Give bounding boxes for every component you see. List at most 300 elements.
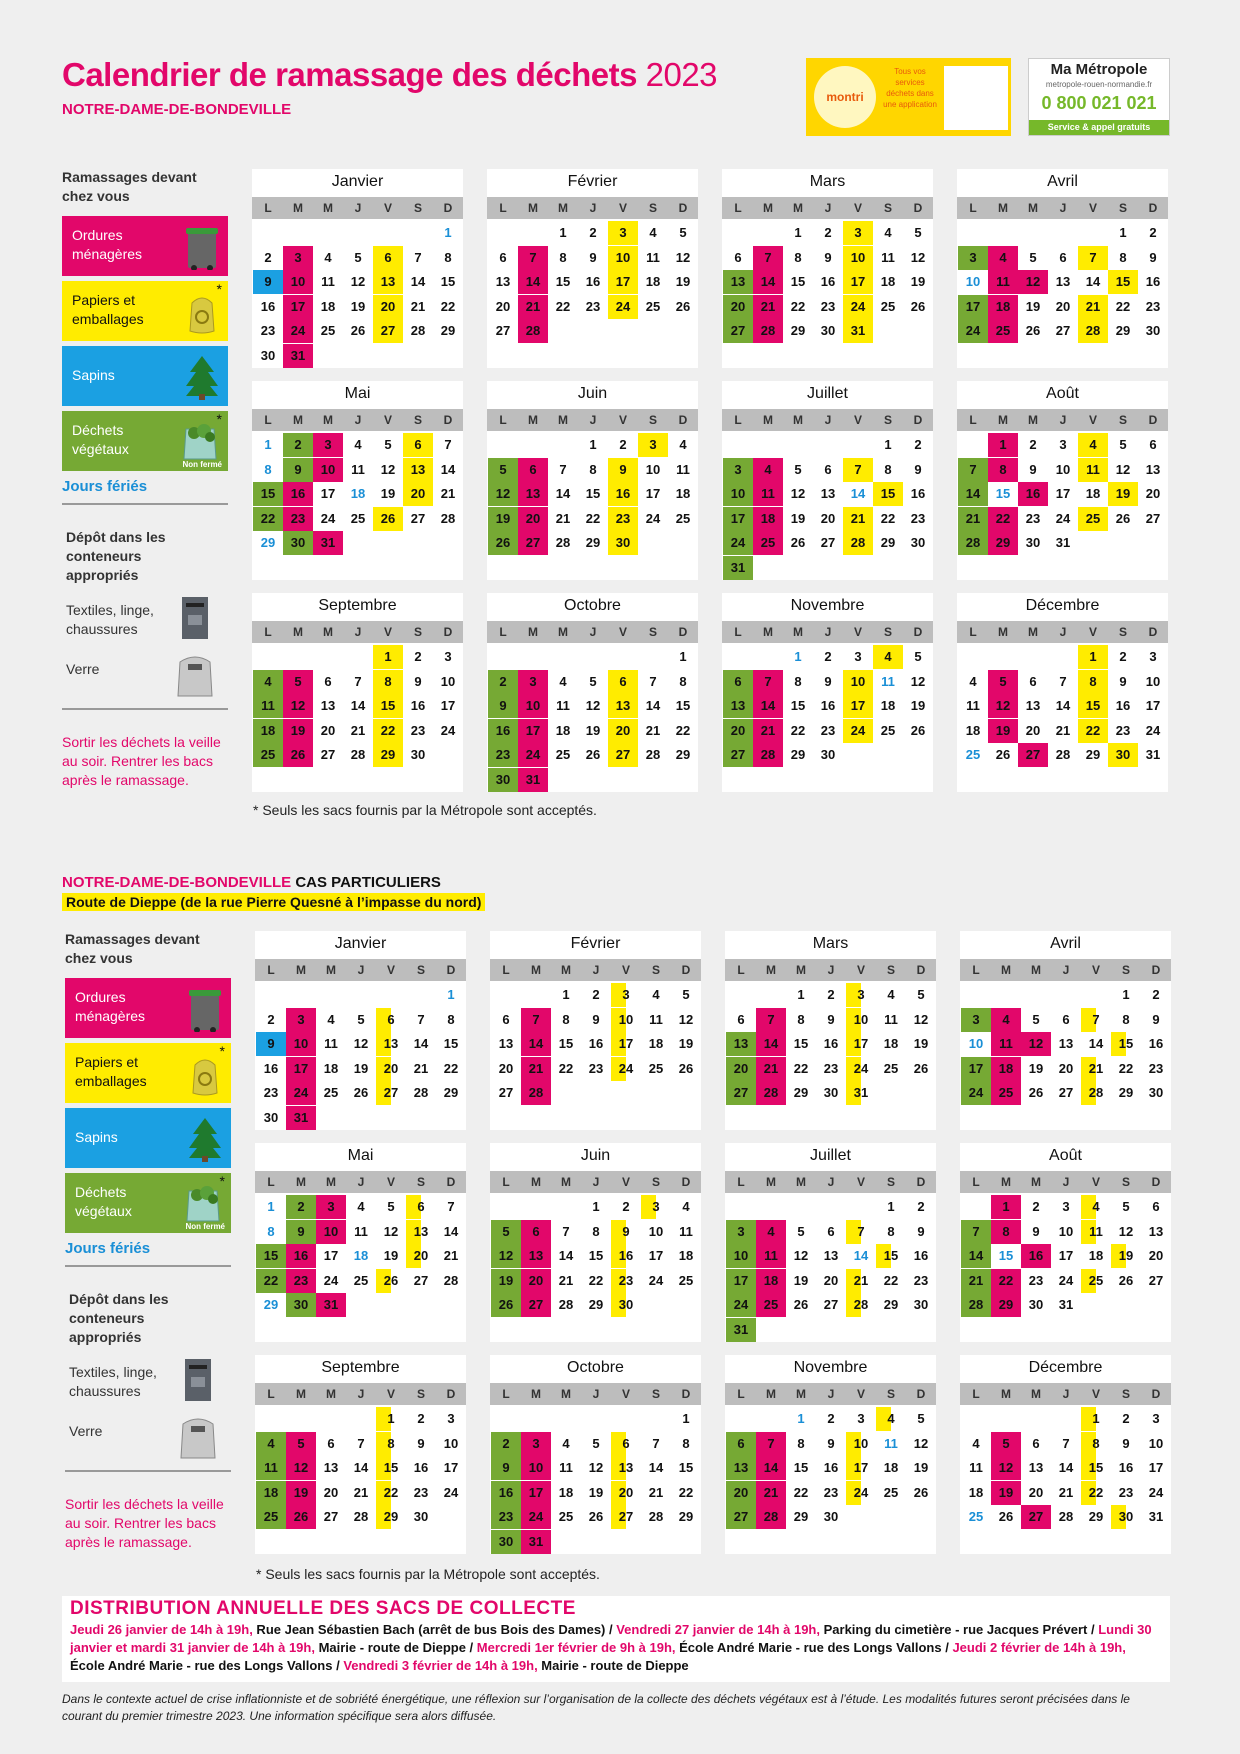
day-cell: 18 (645, 274, 661, 289)
day-cell: 10 (723, 482, 753, 506)
day-cell: 1 (794, 225, 802, 240)
day-cell: 29 (991, 1293, 1021, 1317)
day-cell: 13 (376, 1032, 406, 1056)
day-cell: 27 (1148, 1272, 1164, 1288)
day-cell: 16 (410, 698, 426, 713)
day-cell: 14 (753, 270, 783, 294)
weekday-header (487, 621, 698, 643)
day-cell: 3 (518, 670, 548, 694)
weekday-label: S (416, 963, 425, 977)
day-cell: 1 (794, 649, 802, 664)
day-cell: 30 (823, 1085, 839, 1100)
day-cell: 2 (1119, 649, 1127, 664)
weekday-header (957, 197, 1168, 219)
day-cell: 28 (961, 1293, 991, 1317)
weekday-label: D (681, 963, 691, 977)
day-cell: 30 (608, 531, 638, 555)
day-cell: 16 (1115, 698, 1131, 713)
day-cell: 16 (413, 1460, 429, 1475)
day-cell: 9 (917, 1223, 925, 1239)
day-cell: 19 (286, 1481, 316, 1505)
legend-holidays: Jours fériés (62, 478, 148, 495)
day-cell: 11 (753, 482, 783, 506)
day-cell: 4 (753, 458, 783, 482)
day-cell: 6 (726, 1432, 756, 1456)
day-cell: 28 (753, 743, 783, 767)
day-cell: 13 (1028, 1460, 1044, 1475)
day-cell: 20 (406, 1244, 436, 1268)
day-cell: 28 (843, 531, 873, 555)
day-cell: 27 (726, 1081, 756, 1105)
day-cell: 4 (682, 1199, 690, 1214)
day-cell: 21 (1055, 722, 1071, 738)
day-cell: 23 (1115, 722, 1131, 738)
day-cell: 20 (1145, 486, 1161, 501)
day-cell: 18 (323, 1060, 339, 1076)
day-cell: 7 (414, 249, 422, 265)
legend-sub: Non fermé (185, 1222, 225, 1231)
weekday-header (252, 621, 463, 643)
legend-label: Déchets végétaux (75, 1184, 132, 1219)
day-cell: 22 (256, 1269, 286, 1293)
month-name: Septembre (321, 1359, 400, 1376)
day-cell: 3 (313, 433, 343, 457)
weekday-label: M (796, 1387, 806, 1401)
day-cell: 20 (518, 507, 548, 531)
weekday-label: L (499, 625, 507, 639)
qr-code-icon (944, 66, 1008, 130)
day-cell: 8 (884, 461, 892, 477)
day-cell: 14 (1055, 698, 1071, 713)
day-cell: 28 (350, 747, 366, 762)
day-cell: 17 (846, 1032, 876, 1056)
day-cell: 13 (403, 458, 433, 482)
day-cell: 30 (413, 1509, 429, 1524)
day-cell: 21 (843, 507, 873, 531)
day-cell: 3 (521, 1432, 551, 1456)
day-cell: 12 (1018, 270, 1048, 294)
day-cell: 18 (988, 295, 1018, 319)
day-cell: 25 (558, 1509, 574, 1524)
weekday-label: L (267, 963, 275, 977)
day-cell: 15 (793, 1036, 809, 1051)
day-cell: 5 (917, 1411, 925, 1426)
day-cell: 28 (443, 1272, 459, 1288)
day-cell: 9 (488, 694, 518, 718)
day-cell: 7 (444, 437, 452, 452)
day-cell: 25 (1078, 507, 1108, 531)
day-cell: 11 (559, 1460, 573, 1475)
day-cell: 18 (883, 1460, 899, 1475)
day-cell: 13 (723, 694, 753, 718)
day-cell: 12 (491, 1244, 521, 1268)
day-cell: 19 (1028, 1060, 1044, 1076)
day-cell: 8 (559, 249, 567, 265)
day-cell: 3 (843, 221, 873, 245)
day-cell: 26 (353, 1085, 369, 1100)
day-cell: 7 (753, 246, 783, 270)
day-cell: 30 (1025, 535, 1041, 550)
day-cell: 3 (958, 246, 988, 270)
day-cell: 16 (910, 486, 926, 501)
month-mars (725, 931, 936, 1130)
weekday-label: V (618, 625, 627, 639)
weekday-header (487, 409, 698, 431)
month-name: Mai (347, 1147, 374, 1164)
weekday-label: S (648, 201, 657, 215)
day-cell: 7 (753, 670, 783, 694)
day-cell: 31 (726, 1318, 756, 1342)
day-cell: 23 (410, 722, 426, 738)
day-cell: 6 (1059, 249, 1067, 265)
day-cell: 5 (914, 649, 922, 664)
day-cell: 15 (555, 274, 571, 289)
day-cell: 13 (726, 1456, 756, 1480)
day-cell: 3 (726, 1220, 756, 1244)
weekday-label: S (416, 1175, 425, 1189)
weekday-label: D (916, 963, 926, 977)
day-cell: 30 (263, 1109, 279, 1125)
weekday-label: M (531, 1387, 541, 1401)
day-cell: 3 (1062, 1199, 1070, 1214)
day-cell: 6 (1152, 1199, 1160, 1214)
day-cell: 18 (253, 719, 283, 743)
weekday-label: J (827, 1175, 835, 1189)
day-cell: 6 (1062, 1011, 1070, 1027)
weekday-label: D (913, 201, 923, 215)
day-cell: 31 (843, 319, 873, 343)
weekday-label: L (499, 413, 507, 427)
day-cell: 7 (1062, 1435, 1070, 1451)
day-cell: 26 (585, 747, 601, 762)
day-cell: 16 (823, 1036, 839, 1051)
weekday-label: J (592, 963, 600, 977)
montri-banner[interactable] (806, 58, 1011, 136)
fir-tree-icon (184, 354, 220, 405)
day-cell: 21 (645, 722, 661, 738)
day-cell: 9 (1032, 1223, 1040, 1239)
day-cell: 3 (447, 1411, 455, 1426)
day-cell: 11 (354, 1223, 368, 1239)
day-cell: 23 (913, 1272, 929, 1288)
divider (65, 1265, 231, 1267)
weekday-label: J (1059, 201, 1067, 215)
day-cell: 18 (1085, 486, 1101, 501)
day-cell: 28 (1058, 1509, 1074, 1524)
day-cell: 27 (726, 1505, 756, 1529)
day-cell: 25 (323, 1085, 339, 1100)
day-cell: 28 (645, 747, 661, 762)
day-cell: 6 (723, 670, 753, 694)
weekday-label: L (737, 1387, 745, 1401)
day-cell: 21 (518, 295, 548, 319)
weekday-label: D (1151, 1175, 1161, 1189)
legend-heading: Ramassages devant chez vous (62, 169, 197, 204)
weekday-label: S (1118, 201, 1127, 215)
day-cell: 26 (488, 531, 518, 555)
day-cell: 4 (354, 437, 362, 452)
day-cell: 25 (350, 510, 366, 526)
day-cell: 28 (756, 1081, 786, 1105)
weekday-header (255, 1383, 466, 1405)
day-cell: 12 (675, 249, 691, 265)
month-avril (960, 931, 1171, 1130)
day-cell: 1 (264, 437, 272, 452)
glass-container-icon (177, 1414, 219, 1465)
weekday-label: M (796, 1175, 806, 1189)
day-cell: 18 (753, 507, 783, 531)
day-cell: 23 (283, 507, 313, 531)
weekday-label: D (678, 201, 688, 215)
day-cell: 17 (645, 486, 661, 501)
day-cell: 14 (353, 1460, 369, 1475)
day-cell: 13 (373, 270, 403, 294)
day-cell: 19 (988, 719, 1018, 743)
day-cell: 19 (350, 298, 366, 314)
day-cell: 8 (592, 1223, 600, 1239)
weekday-label: M (561, 1387, 571, 1401)
day-cell: 29 (1088, 1509, 1104, 1524)
day-cell: 19 (991, 1481, 1021, 1505)
day-cell: 19 (910, 274, 926, 289)
weekday-label: D (681, 1387, 691, 1401)
day-cell: 13 (1025, 698, 1041, 713)
day-cell: 1 (562, 987, 570, 1002)
day-cell: 12 (283, 694, 313, 718)
weekday-label: D (446, 963, 456, 977)
day-cell: 17 (521, 1481, 551, 1505)
day-cell: 5 (797, 1223, 805, 1239)
legend-heading: Ramassages devant chez vous (65, 931, 200, 966)
legend-item-2 (65, 1108, 231, 1168)
day-cell: 21 (1078, 295, 1108, 319)
day-cell: 12 (588, 1460, 604, 1475)
day-cell: 7 (756, 1432, 786, 1456)
day-cell: 15 (1108, 270, 1138, 294)
weekday-label: D (916, 1387, 926, 1401)
day-cell: 24 (323, 1272, 339, 1288)
weekday-label: M (796, 963, 806, 977)
day-cell: 7 (756, 1008, 786, 1032)
day-cell: 30 (1148, 1085, 1164, 1100)
day-cell: 17 (843, 270, 873, 294)
day-cell: 2 (827, 987, 835, 1002)
day-cell: 16 (820, 698, 836, 713)
day-cell: 13 (495, 274, 511, 289)
day-cell: 1 (884, 437, 892, 452)
weekday-header (490, 1171, 701, 1193)
weekday-label: J (1062, 1387, 1070, 1401)
month-juillet (725, 1143, 936, 1342)
day-cell: 24 (961, 1081, 991, 1105)
day-cell: 5 (1032, 1011, 1040, 1027)
day-cell: 15 (376, 1456, 406, 1480)
day-cell: 21 (1058, 1484, 1074, 1500)
day-cell: 29 (1118, 1085, 1134, 1100)
legend-label: Papiers et emballages (72, 292, 144, 327)
day-cell: 16 (608, 482, 638, 506)
day-cell: 15 (995, 486, 1011, 501)
weekday-label: S (1121, 963, 1130, 977)
day-cell: 9 (491, 1456, 521, 1480)
day-cell: 16 (1145, 274, 1161, 289)
day-cell: 12 (988, 694, 1018, 718)
day-cell: 6 (608, 670, 638, 694)
weekday-label: M (293, 201, 303, 215)
day-cell: 26 (998, 1509, 1014, 1524)
distribution-place: Mairie - route de Dieppe / (314, 1640, 477, 1655)
metropole-phone[interactable]: 0 800 021 021 (1041, 93, 1157, 113)
day-cell: 8 (988, 458, 1018, 482)
day-cell: 23 (1025, 510, 1041, 526)
distribution-date: Lundi 30 janvier et mardi 31 janvier de 14h à 19h, (70, 1622, 1152, 1655)
textile-container-icon (180, 595, 210, 646)
day-cell: 5 (357, 1011, 365, 1027)
month-name: Février (567, 173, 618, 190)
day-cell: 23 (1145, 298, 1161, 314)
day-cell: 21 (846, 1269, 876, 1293)
day-cell: 28 (555, 535, 571, 550)
month-août (957, 381, 1168, 580)
day-cell: 26 (913, 1060, 929, 1076)
day-cell: 26 (1025, 323, 1041, 338)
verre-label: Verre (69, 1423, 103, 1439)
day-cell: 28 (753, 319, 783, 343)
weekday-header (255, 1171, 466, 1193)
textiles-label: Textiles, linge, chaussures (69, 1364, 157, 1399)
day-cell: 3 (723, 458, 753, 482)
section2-title: NOTRE-DAME-DE-BONDEVILLE CAS PARTICULIERS (62, 874, 441, 891)
day-cell: 27 (1018, 743, 1048, 767)
day-cell: 30 (260, 347, 276, 363)
day-cell: 18 (256, 1481, 286, 1505)
month-mai (252, 381, 463, 580)
day-cell: 23 (823, 1484, 839, 1500)
day-cell: 2 (267, 1011, 275, 1027)
reminder-text: Sortir les déchets la veille au soir. Rentrer les bacs après le ramassage. (62, 734, 221, 788)
weekday-label: S (886, 1387, 895, 1401)
day-cell: 7 (652, 1435, 660, 1451)
day-cell: 8 (887, 1223, 895, 1239)
distribution-text (70, 1621, 1162, 1675)
day-cell: 10 (443, 1435, 459, 1451)
weekday-label: V (383, 201, 392, 215)
day-cell: 24 (320, 510, 336, 526)
day-cell: 26 (1118, 1272, 1134, 1288)
month-novembre (725, 1355, 936, 1554)
divider (62, 708, 228, 710)
distribution-title: DISTRIBUTION ANNUELLE DES SACS DE COLLECTE (70, 1598, 576, 1619)
day-cell: 4 (324, 249, 332, 265)
month-name: Août (1049, 1147, 1082, 1164)
day-cell: 17 (958, 295, 988, 319)
day-cell: 23 (488, 743, 518, 767)
weekday-label: V (621, 1175, 630, 1189)
weekday-header (725, 1171, 936, 1193)
day-cell: 28 (648, 1509, 664, 1524)
weekday-label: S (1118, 413, 1127, 427)
month-name: Juin (577, 385, 608, 402)
day-cell: 8 (679, 673, 687, 689)
day-cell: 29 (678, 1509, 694, 1524)
weekday-label: M (998, 201, 1008, 215)
footnote-2: * Seuls les sacs fournis par la Métropole sont acceptés. (256, 1566, 600, 1582)
month-avril (957, 169, 1168, 368)
day-cell: 18 (965, 722, 981, 738)
day-cell: 15 (373, 694, 403, 718)
day-cell: 3 (846, 983, 876, 1007)
day-cell: 11 (649, 1011, 663, 1027)
day-cell: 30 (611, 1293, 641, 1317)
day-cell: 22 (793, 1484, 809, 1500)
day-cell: 14 (413, 1036, 429, 1051)
day-cell: 23 (585, 298, 601, 314)
day-cell: 16 (1118, 1460, 1134, 1475)
day-cell: 5 (387, 1199, 395, 1214)
day-cell: 10 (648, 1223, 664, 1239)
day-cell: 6 (403, 433, 433, 457)
weekday-label: M (998, 413, 1008, 427)
day-cell: 6 (502, 1011, 510, 1027)
day-cell: 8 (797, 1435, 805, 1451)
day-cell: 26 (910, 722, 926, 738)
textiles-label: Textiles, linge, chaussures (66, 602, 154, 637)
day-cell: 2 (1149, 225, 1157, 240)
day-cell: 31 (283, 344, 313, 368)
trash-bin-icon (184, 224, 220, 275)
month-name: Août (1046, 385, 1079, 402)
day-cell: 7 (1059, 673, 1067, 689)
day-cell: 23 (910, 510, 926, 526)
day-cell: 12 (1118, 1223, 1134, 1239)
day-cell: 22 (376, 1481, 406, 1505)
day-cell: 22 (678, 1484, 694, 1500)
day-cell: 30 (1028, 1297, 1044, 1312)
day-cell: 27 (611, 1505, 641, 1529)
day-cell: 5 (914, 225, 922, 240)
day-cell: 26 (283, 743, 313, 767)
day-cell: 25 (645, 298, 661, 314)
day-cell: 16 (1021, 1244, 1051, 1268)
metropole-url[interactable]: metropole-rouen-normandie.fr (1045, 80, 1153, 89)
weekday-label: M (323, 413, 333, 427)
weekday-label: L (969, 201, 977, 215)
day-cell: 8 (589, 461, 597, 477)
weekday-label: M (528, 413, 538, 427)
day-cell: 22 (790, 722, 806, 738)
day-cell: 26 (1028, 1085, 1044, 1100)
day-cell: 10 (1145, 673, 1161, 689)
distribution-place: École André Marie - rue des Longs Vallons / (675, 1640, 953, 1655)
day-cell: 26 (675, 298, 691, 314)
day-cell: 16 (286, 1244, 316, 1268)
month-name: Mars (809, 173, 846, 190)
weekday-label: L (267, 1387, 275, 1401)
weekday-label: J (589, 625, 597, 639)
divider (62, 503, 228, 505)
weekday-label: M (531, 963, 541, 977)
day-cell: 22 (588, 1272, 604, 1288)
day-cell: 18 (756, 1269, 786, 1293)
day-cell: 13 (320, 698, 336, 713)
month-name: Décembre (1025, 597, 1100, 614)
distribution-box (62, 1596, 1170, 1682)
day-cell: 18 (648, 1036, 664, 1051)
day-cell: 1 (559, 225, 567, 240)
day-cell: 23 (286, 1269, 316, 1293)
day-cell: 18 (350, 486, 366, 501)
day-cell: 2 (917, 1199, 925, 1214)
